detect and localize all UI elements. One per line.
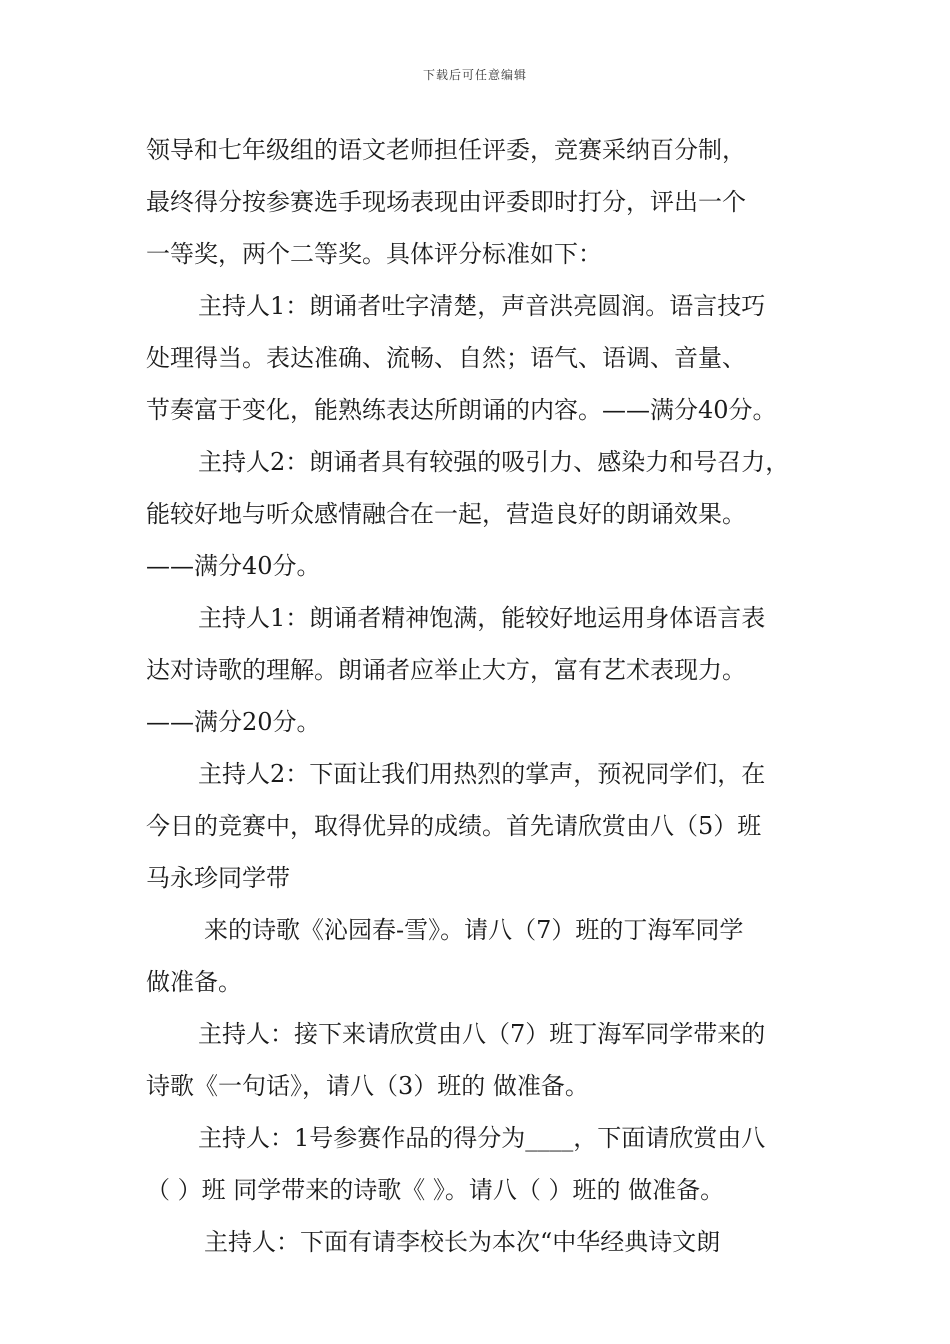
text-line: 诗歌《一句话》，请八（3）班的 做准备。 (146, 1072, 589, 1100)
text-line: 来的诗歌《沁园春-雪》。请八（7）班的丁海军同学 (204, 916, 744, 944)
text-line: 主持人2：朗诵者具有较强的吸引力、感染力和号召力， (198, 448, 790, 476)
text-line: 主持人1：朗诵者吐字清楚，声音洪亮圆润。语言技巧 (198, 292, 766, 320)
page-header-note: 下载后可任意编辑 (422, 68, 527, 82)
text-line: 做准备。 (146, 968, 242, 996)
text-line: ——满分40分。 (146, 552, 321, 580)
text-line: 主持人1：朗诵者精神饱满，能较好地运用身体语言表 (198, 604, 766, 632)
text-line: 节奏富于变化，能熟练表达所朗诵的内容。——满分40分。 (146, 396, 777, 424)
text-line: 一等奖，两个二等奖。具体评分标准如下： (146, 240, 602, 268)
text-line: 今日的竞赛中，取得优异的成绩。首先请欣赏由八（5）班 (146, 812, 762, 840)
text-line: 主持人：1号参赛作品的得分为____，下面请欣赏由八 (198, 1124, 766, 1152)
document-body (146, 124, 814, 1268)
text-line: 最终得分按参赛选手现场表现由评委即时打分，评出一个 (146, 188, 746, 216)
text-line: 达对诗歌的理解。朗诵者应举止大方，富有艺术表现力。 (146, 656, 746, 684)
text-line: 主持人：接下来请欣赏由八（7）班丁海军同学带来的 (198, 1020, 766, 1048)
text-line: 能较好地与听众感情融合在一起，营造良好的朗诵效果。 (146, 500, 746, 528)
text-line: ——满分20分。 (146, 708, 321, 736)
text-line: 主持人2：下面让我们用热烈的掌声，预祝同学们，在 (198, 760, 766, 788)
text-line: 领导和七年级组的语文老师担任评委，竞赛采纳百分制， (146, 136, 746, 164)
text-line: 主持人：下面有请李校长为本次“中华经典诗文朗 (204, 1228, 721, 1256)
text-line: 处理得当。表达准确、流畅、自然；语气、语调、音量、 (146, 344, 746, 372)
text-line: 马永珍同学带 (146, 864, 290, 892)
text-line: （ ）班 同学带来的诗歌《 》。请八（ ）班的 做准备。 (146, 1176, 725, 1204)
